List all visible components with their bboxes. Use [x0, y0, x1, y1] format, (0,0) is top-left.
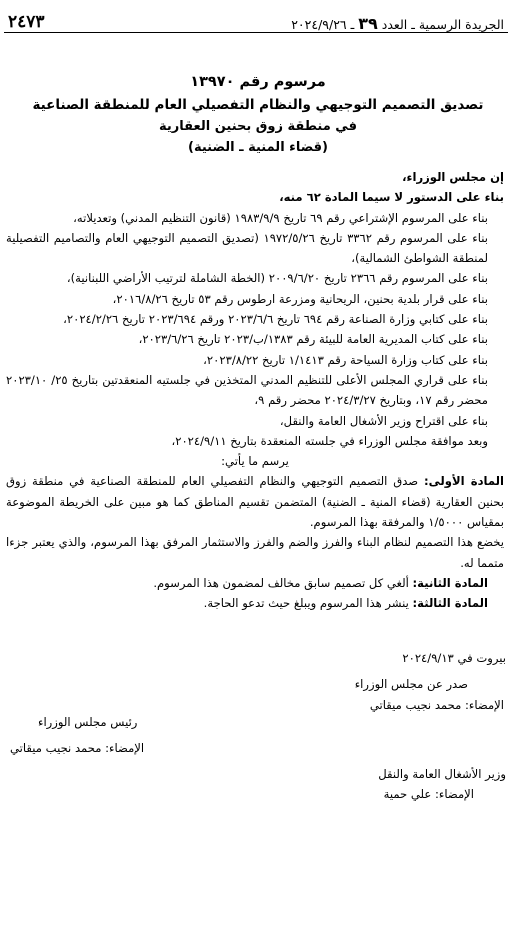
article-3-text: ينشر هذا المرسوم ويبلغ حيث تدعو الحاجة. — [203, 596, 409, 611]
decree-district: (قضاء المنية ـ الضنية) — [188, 140, 328, 155]
article-1-label: المادة الأولى: — [424, 474, 504, 489]
signature-3: الإمضاء: علي حمية — [383, 787, 474, 801]
recital: بناء على اقتراح وزير الأشغال العامة والنقل، — [279, 413, 488, 428]
decree-body — [6, 167, 504, 614]
recital: بناء على كتاب وزارة السياحة رقم ١/١٤١٣ تاريخ ٢٠٢٣/٨/٢٢، — [203, 352, 488, 367]
place-date: بيروت في ٢٠٢٤/٩/١٣ — [402, 651, 506, 665]
article-1-sub: يخضع هذا التصميم لنظام البناء والفرز والضم والفرز والاستثمار المرفق بهذا المرسوم، والذي يعتبر جزءا متمما له. — [6, 535, 504, 570]
page-number: ٢٤٧٣ — [8, 12, 45, 32]
decree-title: تصديق التصميم التوجيهي والنظام التفصيلي العام للمنطقة الصناعية — [32, 97, 484, 113]
recital: بناء على قراري المجلس الأعلى للتنظيم المدني المتخذين في جلستيه المنعقدتين بتاريخ ٢٥/ ٢٠٢٣/١٠ محضر رقم ١٧، وبتاريخ ٢٠٢٤/٣/٢٧ محضر رقم ٩، — [6, 372, 489, 408]
decrees-line: يرسم ما يأتي: — [221, 454, 289, 469]
article-3-label: المادة الثالثة: — [412, 596, 488, 611]
decree-number: مرسوم رقم ١٣٩٧٠ — [190, 74, 326, 90]
preamble-constitution: بناء على الدستور لا سيما المادة ٦٢ منه، — [279, 190, 504, 205]
page-header — [4, 6, 508, 33]
issued-by: صدر عن مجلس الوزراء — [354, 677, 468, 691]
issue-number: ٣٩ — [358, 14, 378, 33]
article-1-text: صدق التصميم التوجيهي والنظام التفصيلي العام للمنطقة الصناعية في منطقة زوق بحنين العقارية (قضاء المنية ـ الضنية) المتضمن تقسيم المناطق كما هو مبين على الخريطة الموضوعة بمقياس ١/٥٠٠٠ والمرفقة بهذا المرسوم. — [6, 474, 504, 530]
decree-titles — [0, 72, 516, 158]
recital: وبعد موافقة مجلس الوزراء في جلسته المنعقدة بتاريخ ٢٠٢٤/٩/١١، — [171, 433, 488, 448]
recital: بناء على كتاب المديرية العامة للبيئة رقم ١٣٨٣/ب/٢٠٢٣ تاريخ ٢٠٢٣/٦/٢٦، — [138, 332, 488, 347]
recital: بناء على المرسوم رقم ٣٣٦٢ تاريخ ١٩٧٢/٥/٢٦ (تصديق التصميم التوجيهي العام والتصاميم التفصيلية لمنطقة الشواطئ الشمالية)، — [6, 230, 488, 266]
signature-2: الإمضاء: محمد نجيب ميقاتي — [10, 741, 145, 755]
signature-1: الإمضاء: محمد نجيب ميقاتي — [369, 698, 504, 712]
article-2 — [6, 573, 504, 593]
recital: بناء على قرار بلدية بحنين، الريحانية ومزرعة ارطوس رقم ٥٣ تاريخ ٢٠١٦/٨/٢٦، — [112, 291, 488, 306]
recital: بناء على كتابي وزارة الصناعة رقم ٦٩٤ تاريخ ٢٠٢٣/٦/٦ ورقم ٢٠٢٣/٦٩٤ تاريخ ٢٠٢٤/٢/٢٦، — [63, 312, 488, 327]
recital: بناء على المرسوم الإشتراعي رقم ٦٩ تاريخ ١٩٨٣/٩/٩ (قانون التنظيم المدني) وتعديلاته، — [73, 210, 488, 225]
decree-location: في منطقة زوق بحنين العقارية — [159, 119, 357, 134]
recital: بناء على المرسوم رقم ٢٣٦٦ تاريخ ٢٠٠٩/٦/٢٠ (الخطة الشاملة لترتيب الأراضي اللبنانية)، — [66, 271, 488, 286]
article-2-label: المادة الثانية: — [412, 575, 488, 590]
article-1 — [6, 471, 504, 532]
article-2-text: ألغي كل تصميم سابق مخالف لمضمون هذا المرسوم. — [153, 575, 409, 590]
article-3 — [6, 593, 504, 613]
journal-title — [291, 14, 504, 33]
journal-name: الجريدة الرسمية ـ العدد — [381, 17, 504, 32]
pm-title: رئيس مجلس الوزراء — [38, 715, 138, 729]
minister-title: وزير الأشغال العامة والنقل — [378, 767, 506, 781]
issue-date: ـ ٢٠٢٤/٩/٢٦ — [291, 17, 355, 32]
preamble-president: إن مجلس الوزراء، — [402, 170, 504, 184]
